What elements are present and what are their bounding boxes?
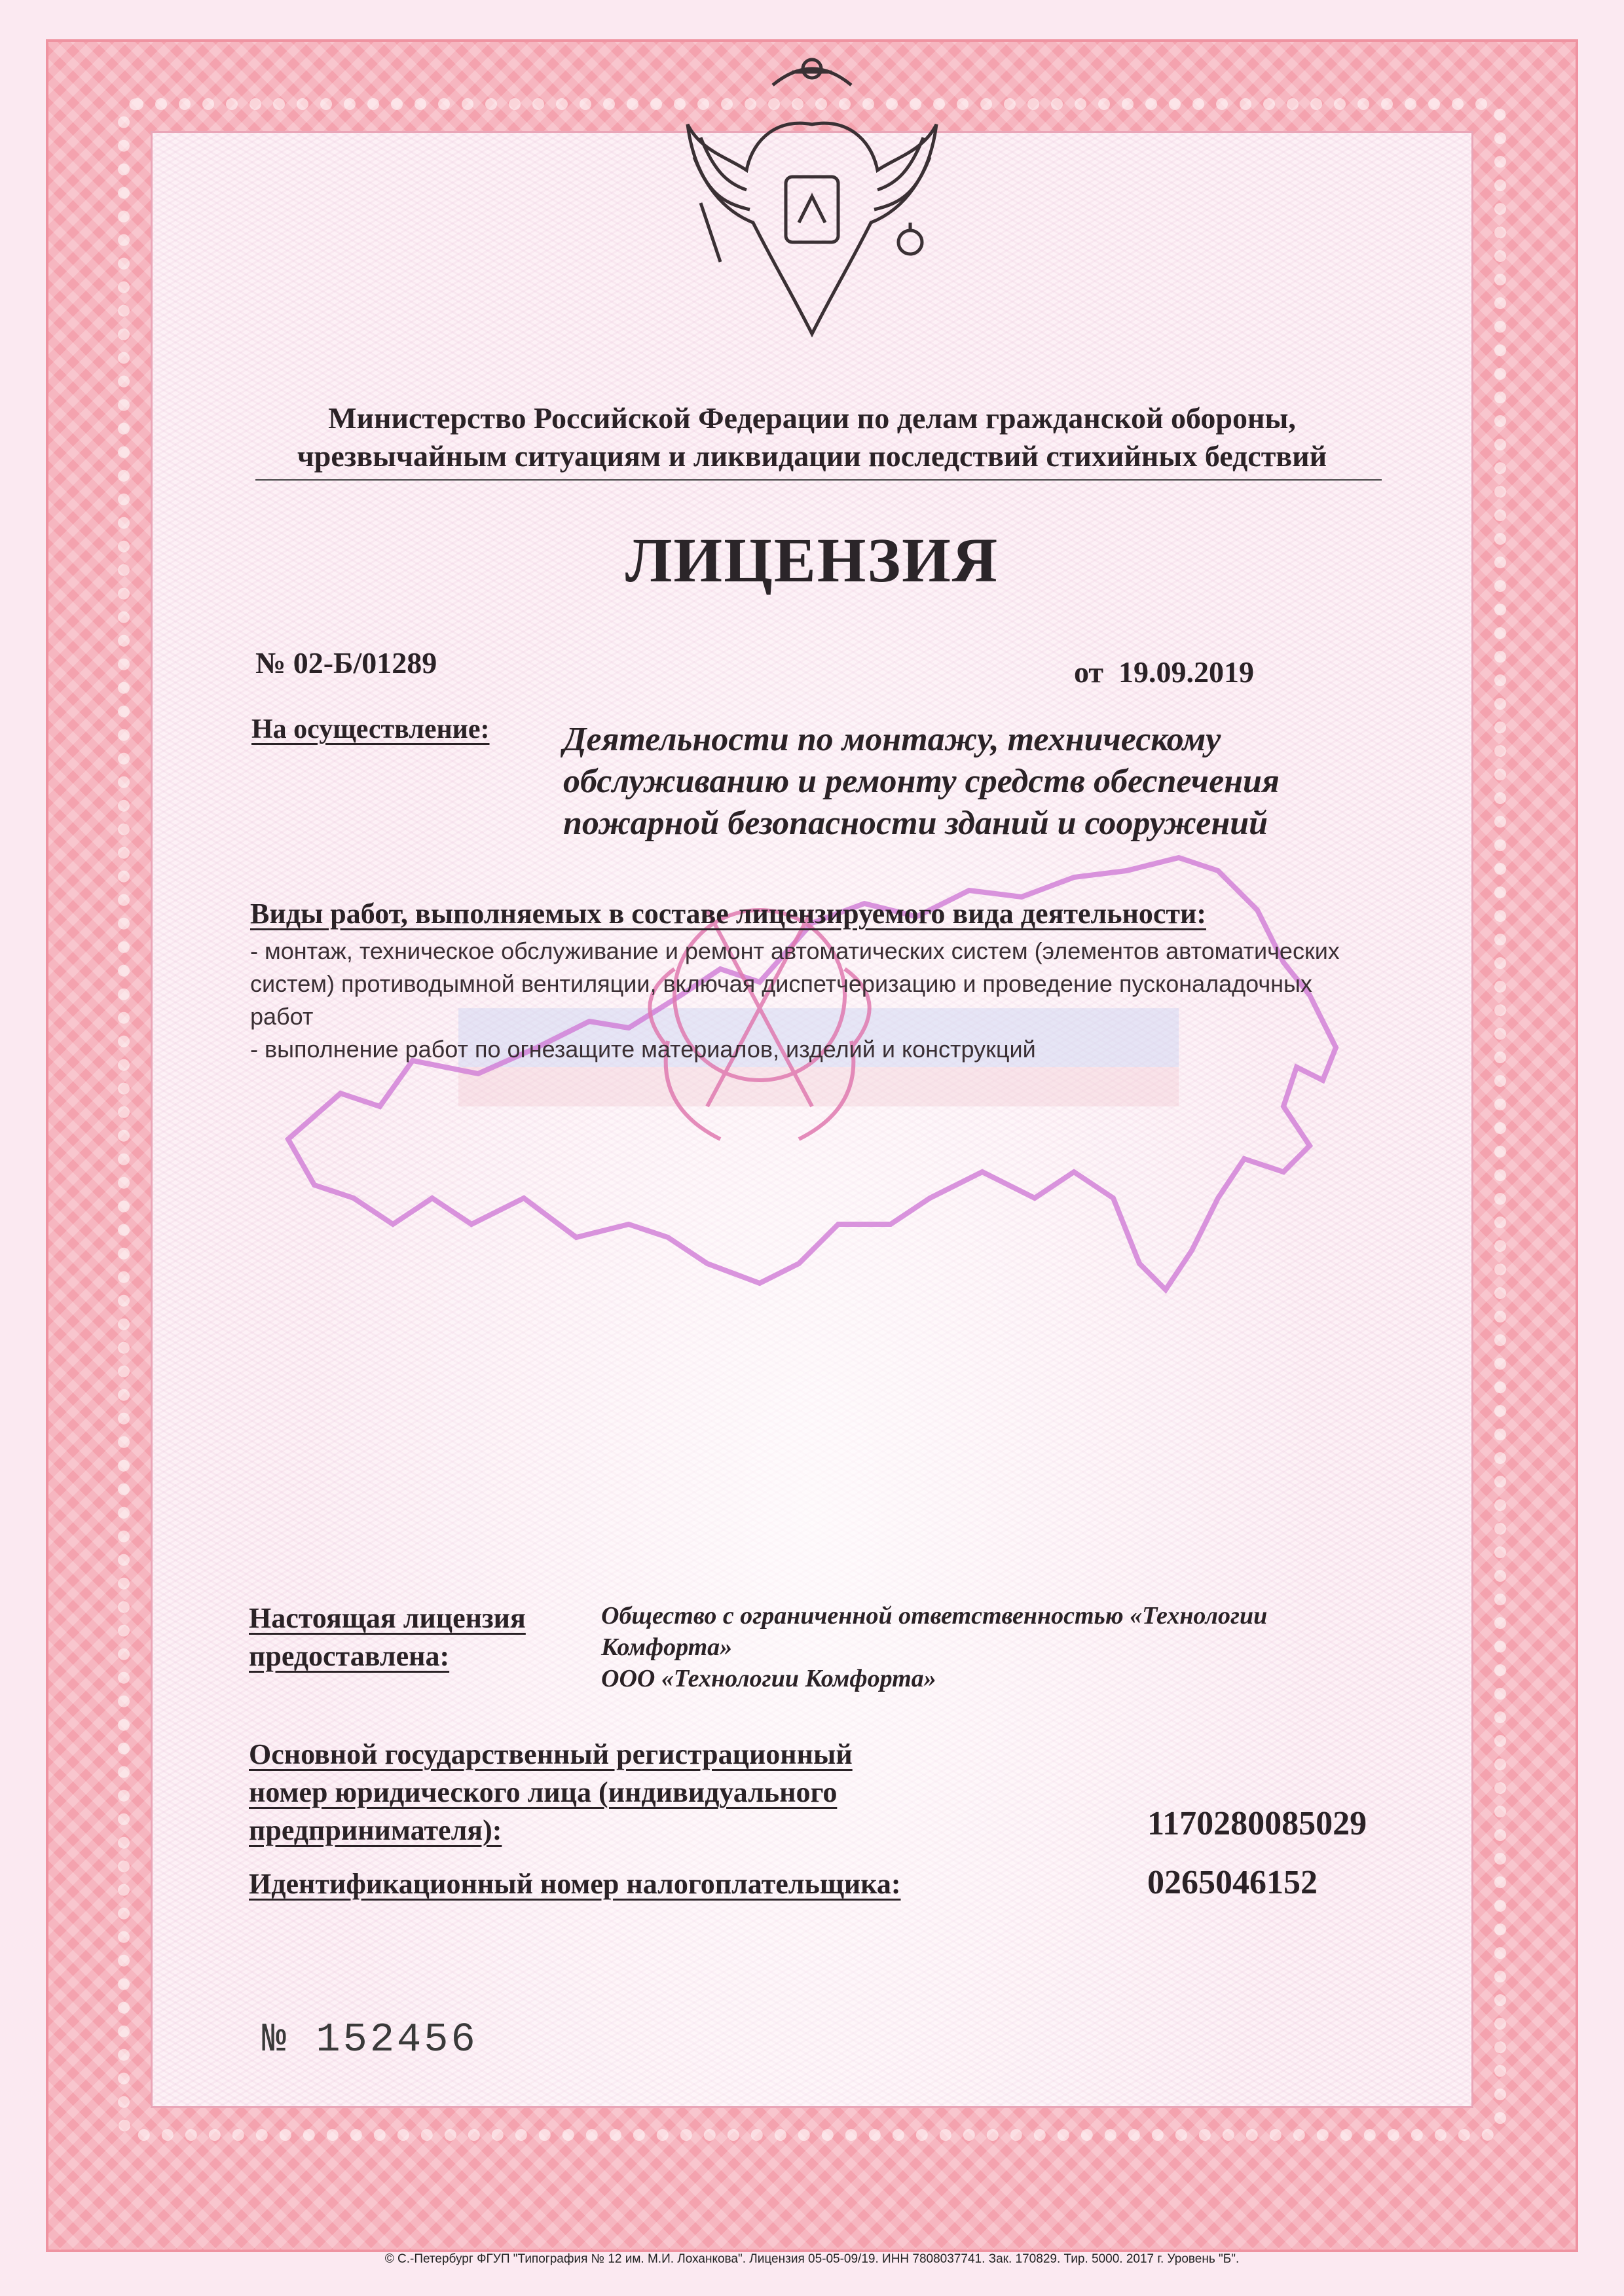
licensee-name-line-2: Комфорта» [601,1633,733,1661]
printer-imprint: © С.-Петербург ФГУП "Типография № 12 им. М.И. Лоханкова". Лицензия 05-05-09/19. ИНН 7808037741. Зак. 170829. Тир. 5000. 2017 г. Уровень "Б". [384,2252,1240,2266]
document-title: ЛИЦЕНЗИЯ [625,525,999,595]
ogrn-label-2: номер юридического лица (индивидуального [249,1776,838,1808]
license-date [1074,655,1254,689]
activity-line-3: пожарной безопасности зданий и сооружений [563,805,1268,842]
coat-of-arms-emblem [674,46,950,354]
works-line-2: систем) противодымной вентиляции, включая диспетчеризацию и проведение пусконаладочных [250,970,1312,997]
inn-value: 0265046152 [1147,1864,1318,1901]
license-number: № 02-Б/01289 [255,646,437,680]
licensee-name-line-1: Общество с ограниченной ответственностью «Технологии [601,1602,1268,1630]
ogrn-value: 1170280085029 [1147,1805,1367,1842]
works-line-1: - монтаж, техническое обслуживание и ремонт автоматических систем (элементов автоматических [250,938,1340,964]
ogrn-label-3: предпринимателя): [249,1814,502,1846]
inn-label: Идентификационный номер налогоплательщика: [249,1868,901,1900]
licensee-label-1: Настоящая лицензия [249,1602,526,1634]
ministry-underline [255,479,1382,481]
date-value: 19.09.2019 [1118,655,1254,689]
licensee-label-2: предоставлена: [249,1640,450,1672]
activity-label: На осуществление: [251,714,490,744]
works-line-4: - выполнение работ по огнезащите материалов, изделий и конструкций [250,1036,1036,1063]
ministry-name-line-2: чрезвычайным ситуациям и ликвидации последствий стихийных бедствий [297,439,1327,473]
activity-line-1: Деятельности по монтажу, техническому [563,721,1221,758]
ministry-name-line-1: Министерство Российской Федерации по делам гражданской обороны, [328,401,1296,435]
works-heading: Виды работ, выполняемых в составе лицензируемого вида деятельности: [250,898,1206,930]
ogrn-label-1: Основной государственный регистрационный [249,1738,853,1770]
activity-line-2: обслуживанию и ремонту средств обеспечения [563,763,1280,800]
date-prefix: от [1074,655,1103,689]
works-line-3: работ [250,1003,314,1030]
blank-serial-number: № 152456 [262,2016,478,2063]
licensee-short-name: ООО «Технологии Комфорта» [601,1665,936,1692]
